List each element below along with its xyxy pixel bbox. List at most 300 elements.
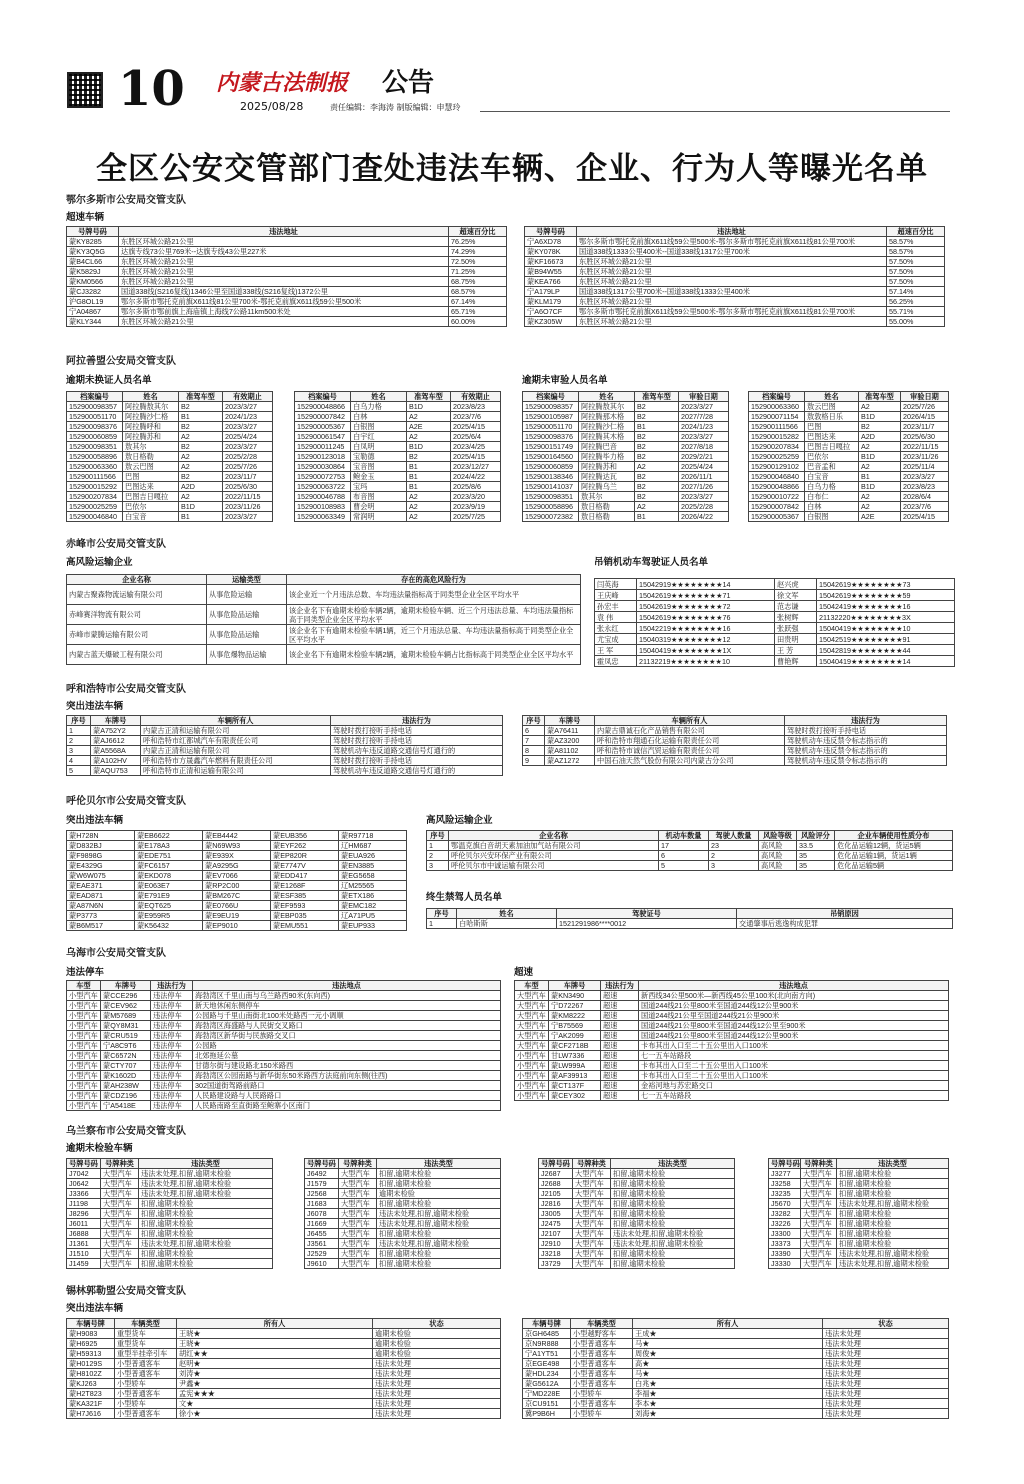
table-cell: 2027/1/26 [679,482,729,492]
table-cell: 东胜区环城公路21公里 [577,317,887,327]
table-row [749,502,949,512]
table-cell: J5670 [769,1199,801,1209]
table-cell: 东胜区环城公路21公里 [119,237,449,247]
table-row [515,1071,949,1081]
table-cell: 该企业近一个月违法总数、车均违法量指标高于同类型企业全区平均水平 [287,585,581,605]
table-row [595,612,955,623]
table-cell: 152900046788 [295,492,351,502]
table-cell: 蒙EMC182 [339,901,407,911]
table-cell: 沪G8OL19 [67,297,119,307]
table-row [295,422,501,432]
table-cell: 违法未处理 [823,1379,949,1389]
table-cell: A2 [859,502,901,512]
table-cell: 巴依尔 [805,452,859,462]
hulunbuir-plates-table [66,830,407,931]
table-cell: 宁A5418E [101,1101,151,1111]
table-cell: 徐小★ [177,1409,373,1419]
table-cell: 敖日格勒 [579,512,635,522]
table-cell: 呼伦贝尔兴安环保产业有限公司 [449,851,659,861]
table-header-row [523,1319,949,1329]
table-cell: 小型汽车 [515,1081,549,1091]
table-cell: 呼和浩特市诚信汽贸运输有限责任公司 [595,746,785,756]
table-cell: 扣留,逾期未检验 [139,1229,273,1239]
table-row [67,585,581,605]
table-cell: J0642 [67,1179,101,1189]
table-cell: 2025/4/15 [901,512,949,522]
table-row [769,1209,949,1219]
table-cell: 大型汽车 [339,1209,377,1219]
table-row [67,1369,501,1379]
ordos-table-left [66,226,507,327]
wuhai-parking-table [66,980,501,1111]
table-cell: 呼和浩特市正清和运输有限公司 [141,766,331,776]
table-cell: 大型汽车 [515,1011,549,1021]
table-cell: 常润明 [351,512,407,522]
table-row [67,1071,501,1081]
subtitle-xilingol: 突出违法车辆 [66,1303,124,1314]
table-row [515,991,949,1001]
table-row [67,287,507,297]
table-cell: 76.25% [449,237,507,247]
table-cell: 2023/8/23 [451,402,501,412]
column-header: 车辆号牌 [523,1319,571,1329]
table-cell: 宁A179LP [525,287,577,297]
table-cell: 蒙KJ263 [67,1379,115,1389]
table-cell: 152900063360 [67,462,123,472]
table-cell: 七一五车站路段 [639,1051,949,1061]
table-cell: 公园路与千里山南街北100米处路西一元小调顺 [193,1011,501,1021]
table-cell: 国道338线1333公里400米--国道338线1317公里700米 [577,247,887,257]
table-cell: 李福★ [633,1389,823,1399]
table-cell: 152900015282 [749,432,805,442]
table-cell: J2475 [539,1219,573,1229]
table-cell: 周俊★ [633,1349,823,1359]
table-cell: 2025/4/15 [451,452,501,462]
table-row [427,851,953,861]
table-cell: 蒙CTY707 [101,1061,151,1071]
column-header: 超速百分比 [449,227,507,237]
table-row [427,841,953,851]
table-row [67,736,503,746]
table-cell: 152900025259 [749,452,805,462]
table-row [305,1209,501,1219]
table-cell: 海勃湾区千里山南与乌兰路西90米(东向西) [193,991,501,1001]
column-header: 档案编号 [749,392,805,402]
table-cell: 大型汽车 [101,1249,139,1259]
table-cell: 从事危险运输 [207,585,287,605]
table-cell: 巴音孟和 [805,462,859,472]
table-cell: 蒙KZ305W [525,317,577,327]
table-row [305,1169,501,1179]
table-cell: 曹会明 [351,502,407,512]
table-cell: B2 [635,412,679,422]
table-cell: 1 [427,841,449,851]
table-row [67,1329,501,1339]
column-header: 号牌号码 [769,1159,801,1169]
table-row [539,1209,735,1219]
table-cell: 大型汽车 [573,1229,611,1239]
table-cell: 张跃强 [775,623,817,634]
table-cell: 2025/4/24 [679,462,729,472]
table-cell: 152900025259 [67,502,123,512]
table-cell: 蒙F9898G [67,851,135,861]
table-cell: 蒙KLY344 [67,317,119,327]
table-cell: 孙宏丰 [595,601,637,612]
table-cell: 内蒙古正清和运输有限公司 [141,746,331,756]
table-cell: 蒙EAE371 [67,881,135,891]
table-cell: 违法停车 [151,1041,193,1051]
subtitle-alxa-1: 逾期未换证人员名单 [66,375,152,386]
table-cell: B1D [179,502,223,512]
table-row [67,1359,501,1369]
chifeng-revoked-table [594,578,955,667]
table-cell: 152900011245 [295,442,351,452]
table-cell: 巴依尔 [123,502,179,512]
table-cell: 15042219★★★★★★★★16 [637,623,775,634]
table-row [749,432,949,442]
table-row [67,422,273,432]
column-header: 违法地点 [193,981,501,991]
table-cell: 152900108983 [295,502,351,512]
column-header: 违法类型 [139,1159,273,1169]
table-cell: 驾驶时拨打接听手持电话 [331,736,503,746]
table-cell: 大型汽车 [801,1259,837,1269]
table-cell: 白乌力格 [805,482,859,492]
table-cell: J3005 [539,1209,573,1219]
table-cell: 152900051170 [67,412,123,422]
table-cell: 小型汽车 [515,1071,549,1081]
table-cell: 55.71% [887,307,945,317]
table-cell: B1D [859,482,901,492]
table-cell: 152900060859 [523,462,579,472]
table-cell: J2529 [305,1249,339,1259]
table-cell: 大型汽车 [515,991,549,1001]
table-cell: J6455 [305,1229,339,1239]
table-row [769,1229,949,1239]
table-row [67,1051,501,1061]
table-cell: 152900005367 [295,422,351,432]
table-cell: 扣留,逾期未检验 [837,1209,949,1219]
table-cell: 蒙R97718 [339,831,407,841]
table-cell: 大型汽车 [801,1179,837,1189]
table-row [305,1219,501,1229]
column-header: 超速百分比 [887,227,945,237]
table-row [769,1199,949,1209]
table-cell: 扣留,逾期未检验 [837,1189,949,1199]
table-row [67,492,273,502]
table-row [749,482,949,492]
table-cell: 霍凤忠 [595,656,637,667]
table-cell: 大型汽车 [339,1239,377,1249]
table-cell: 阿拉腾毕力格 [579,452,635,462]
table-cell: 京GH6485 [523,1329,571,1339]
table-cell: 152900138346 [523,472,579,482]
table-cell: 152900063360 [749,402,805,412]
subtitle-ordos: 超速车辆 [66,212,105,223]
column-header: 序号 [427,909,457,919]
table-cell: 违法未处理 [823,1399,949,1409]
table-cell: 阿拉腾沙仁格 [579,422,635,432]
table-cell: B1 [635,422,679,432]
table-row [67,605,581,625]
column-header: 风险评分 [797,831,835,841]
table-cell: J2105 [539,1189,573,1199]
table-row [539,1179,735,1189]
table-row [595,601,955,612]
table-cell: 2027/7/28 [679,412,729,422]
column-header: 违法地点 [639,981,949,991]
table-cell: 蒙EV7066 [203,871,271,881]
table-cell: 2022/11/15 [901,442,949,452]
table-cell: 2025/7/26 [901,402,949,412]
column-header: 运输类型 [207,575,287,585]
table-cell: 152900111566 [749,422,805,432]
table-row [523,452,729,462]
table-row [749,402,949,412]
table-row [295,432,501,442]
column-header: 车牌号 [91,716,141,726]
table-cell: 蒙EB6622 [135,831,203,841]
table-header-row [427,831,953,841]
table-row [515,1091,949,1101]
table-cell: 15042519★★★★★★★★91 [817,634,955,645]
table-cell: 蒙EF9593 [271,901,339,911]
table-cell: 驾驶时拨打接听手持电话 [331,756,503,766]
column-header: 序号 [67,716,91,726]
table-cell: 大型汽车 [339,1259,377,1269]
column-header: 车型 [515,981,549,991]
table-row [525,267,945,277]
table-cell: 15042419★★★★★★★★16 [817,601,955,612]
table-cell: 国道244线21公里800米至国道244线12公里900米 [639,1001,949,1011]
table-row [523,432,729,442]
table-cell: 重型货车 [115,1329,177,1339]
table-row [295,502,501,512]
table-cell: 小型轿车 [571,1389,633,1399]
column-header: 违法行为 [151,981,193,991]
table-cell: 小型汽车 [67,1051,101,1061]
table-cell: 蒙B94W55 [525,267,577,277]
table-cell: B1 [635,512,679,522]
table-cell: 阿拉腾苏和 [579,462,635,472]
table-cell: 152900046840 [67,512,123,522]
table-cell: 大型汽车 [101,1199,139,1209]
table-row [769,1189,949,1199]
column-header: 准驾车型 [407,392,451,402]
table-row [523,1349,949,1359]
table-cell: 大型汽车 [801,1209,837,1219]
table-cell: 2023/11/7 [223,472,273,482]
column-header: 机动车数量 [659,831,709,841]
table-cell: 敖云巴图 [805,402,859,412]
table-cell: A2 [859,402,901,412]
table-cell: 152900098351 [523,492,579,502]
table-cell: 蒙AF39913 [549,1071,601,1081]
table-row [769,1239,949,1249]
table-cell: 违法未处理,扣留,逾期未检验 [139,1169,273,1179]
table-cell: 蒙EAD871 [67,891,135,901]
column-header: 车辆所有人 [141,716,331,726]
table-cell: J1510 [67,1249,101,1259]
table-cell: 2025/6/30 [901,432,949,442]
table-cell: 违法未处理 [823,1369,949,1379]
table-cell: 鄂温克旗白音胡天素加油加气站有限公司 [449,841,659,851]
table-cell: 扣留,逾期未检验 [377,1229,501,1239]
table-cell: J3729 [539,1259,573,1269]
table-row [67,625,581,645]
table-cell: 152900058896 [67,452,123,462]
table-cell: 6 [659,851,709,861]
table-row [427,919,953,929]
table-cell: A2 [407,502,451,512]
table-cell: 2024/4/22 [451,472,501,482]
table-cell: 从事危险品运输 [207,605,287,625]
section-title: 公告 [382,68,435,98]
table-cell: 大型汽车 [101,1259,139,1269]
table-cell: B2 [635,402,679,412]
table-cell: 大型汽车 [801,1189,837,1199]
table-cell: 58.57% [887,237,945,247]
table-cell: 57.50% [887,267,945,277]
table-cell: 蒙C6572N [101,1051,151,1061]
table-row [523,1399,949,1409]
table-cell: 逾期未检验 [377,1189,501,1199]
table-cell: 马★ [633,1369,823,1379]
table-row [515,1021,949,1031]
table-cell: 蒙CT137F [549,1081,601,1091]
table-cell: 蒙EYF262 [271,841,339,851]
table-cell: 2025/8/6 [451,482,501,492]
table-cell: 违法未处理 [823,1389,949,1399]
table-row [539,1169,735,1179]
table-cell: 重型半挂牵引车 [115,1349,177,1359]
table-cell: 扣留,逾期未检验 [611,1199,735,1209]
table-header-row [67,1159,273,1169]
table-cell: 152900048866 [295,402,351,412]
dept-hulunbuir: 呼伦贝尔市公安局交管支队 [66,796,186,807]
table-cell: 2023/12/27 [451,462,501,472]
table-cell: 大型汽车 [801,1249,837,1259]
table-cell: 白兆★ [633,1379,823,1389]
table-cell: 徐文军 [775,590,817,601]
table-cell: 15042819★★★★★★★★44 [817,645,955,656]
table-row [67,851,407,861]
table-cell: 56.25% [887,297,945,307]
table-cell: 扣留,逾期未检验 [837,1169,949,1179]
table-row [67,317,507,327]
column-header: 所有人 [633,1319,823,1329]
table-row [523,756,947,766]
subtitle-chifeng-2: 吊销机动车驾驶证人员名单 [594,557,709,568]
table-cell: 内蒙古聚森物流运输有限公司 [67,585,207,605]
table-cell: 152900061547 [295,432,351,442]
table-cell: 驾驶机动车违反道路交通信号灯通行的 [331,766,503,776]
table-cell: 蒙E063E7 [135,881,203,891]
table-cell: 152900098376 [523,432,579,442]
table-cell: B2 [179,402,223,412]
table-cell: 大型汽车 [515,1041,549,1051]
table-cell: 5 [67,766,91,776]
table-cell: 蒙EDD417 [271,871,339,881]
table-cell: 敖其尔 [579,492,635,502]
table-row [523,462,729,472]
table-row [67,921,407,931]
table-cell: 逾期未检验 [373,1339,501,1349]
table-row [67,307,507,317]
table-cell: 大型汽车 [801,1229,837,1239]
table-cell: 15042619★★★★★★★★59 [817,590,955,601]
table-cell: 小型普通客车 [115,1359,177,1369]
table-cell: 蒙AQU753 [91,766,141,776]
table-row [67,1209,273,1219]
table-cell: 蒙EG5658 [339,871,407,881]
table-row [67,841,407,851]
table-row [539,1199,735,1209]
table-cell: 33.5 [797,841,835,851]
subtitle-wuhai-1: 违法停车 [66,967,105,978]
table-row [749,492,949,502]
table-row [67,1379,501,1389]
table-cell: 孟宪★★★ [177,1389,373,1399]
table-row [67,1349,501,1359]
column-header: 序号 [523,716,545,726]
header-rule [480,111,950,112]
table-cell: 蒙K5829J [67,267,119,277]
table-cell: A2 [179,492,223,502]
table-cell: 阿拉腾呼和 [123,422,179,432]
table-cell: 尹鑫★ [177,1379,373,1389]
table-cell: 大型汽车 [515,1001,549,1011]
column-header: 号牌号码 [525,227,577,237]
table-cell: 违法未处理 [373,1399,501,1409]
table-row [67,502,273,512]
table-cell: 蒙EBP035 [271,911,339,921]
table-cell: 扣留,逾期未检验 [611,1179,735,1189]
table-cell: 大型汽车 [101,1189,139,1199]
table-row [305,1249,501,1259]
table-cell: 2027/8/18 [679,442,729,452]
table-cell: 该企业名下有逾期未检验车辆2辆，逾期未检验车辆占比指标高于同类型企业全区平均水平 [287,645,581,665]
table-row [595,634,955,645]
table-cell: 尤宝成 [595,634,637,645]
table-cell: 蒙AH238W [101,1081,151,1091]
table-cell: 2023/3/27 [223,442,273,452]
table-cell: 小型普通客车 [571,1369,633,1379]
column-header: 企业车辆使用性质分布 [835,831,953,841]
hohhot-table-left [66,715,503,776]
table-row [67,412,273,422]
column-header: 号牌号码 [539,1159,573,1169]
table-cell: 卡布其出入口至二十五公里出入口100米 [639,1071,949,1081]
table-cell: 扣留,逾期未检验 [837,1219,949,1229]
table-cell: 违法未处理 [823,1339,949,1349]
table-cell: 呼伦贝尔市中诚运输有限公司 [449,861,659,871]
table-cell: A2 [635,502,679,512]
table-row [67,1091,501,1101]
table-header-row [67,227,507,237]
table-cell: 违法停车 [151,1001,193,1011]
table-cell: 2025/7/25 [451,512,501,522]
table-cell: 蒙A5568A [91,746,141,756]
table-cell: 蒙E7747V [271,861,339,871]
table-row [515,1041,949,1051]
table-cell: 2025/7/26 [223,462,273,472]
table-cell: 蒙CEY302 [549,1091,601,1101]
table-row [67,1339,501,1349]
table-row [749,512,949,522]
table-cell: 阿拉腾沙仁格 [123,412,179,422]
column-header: 车辆号牌 [67,1319,115,1329]
